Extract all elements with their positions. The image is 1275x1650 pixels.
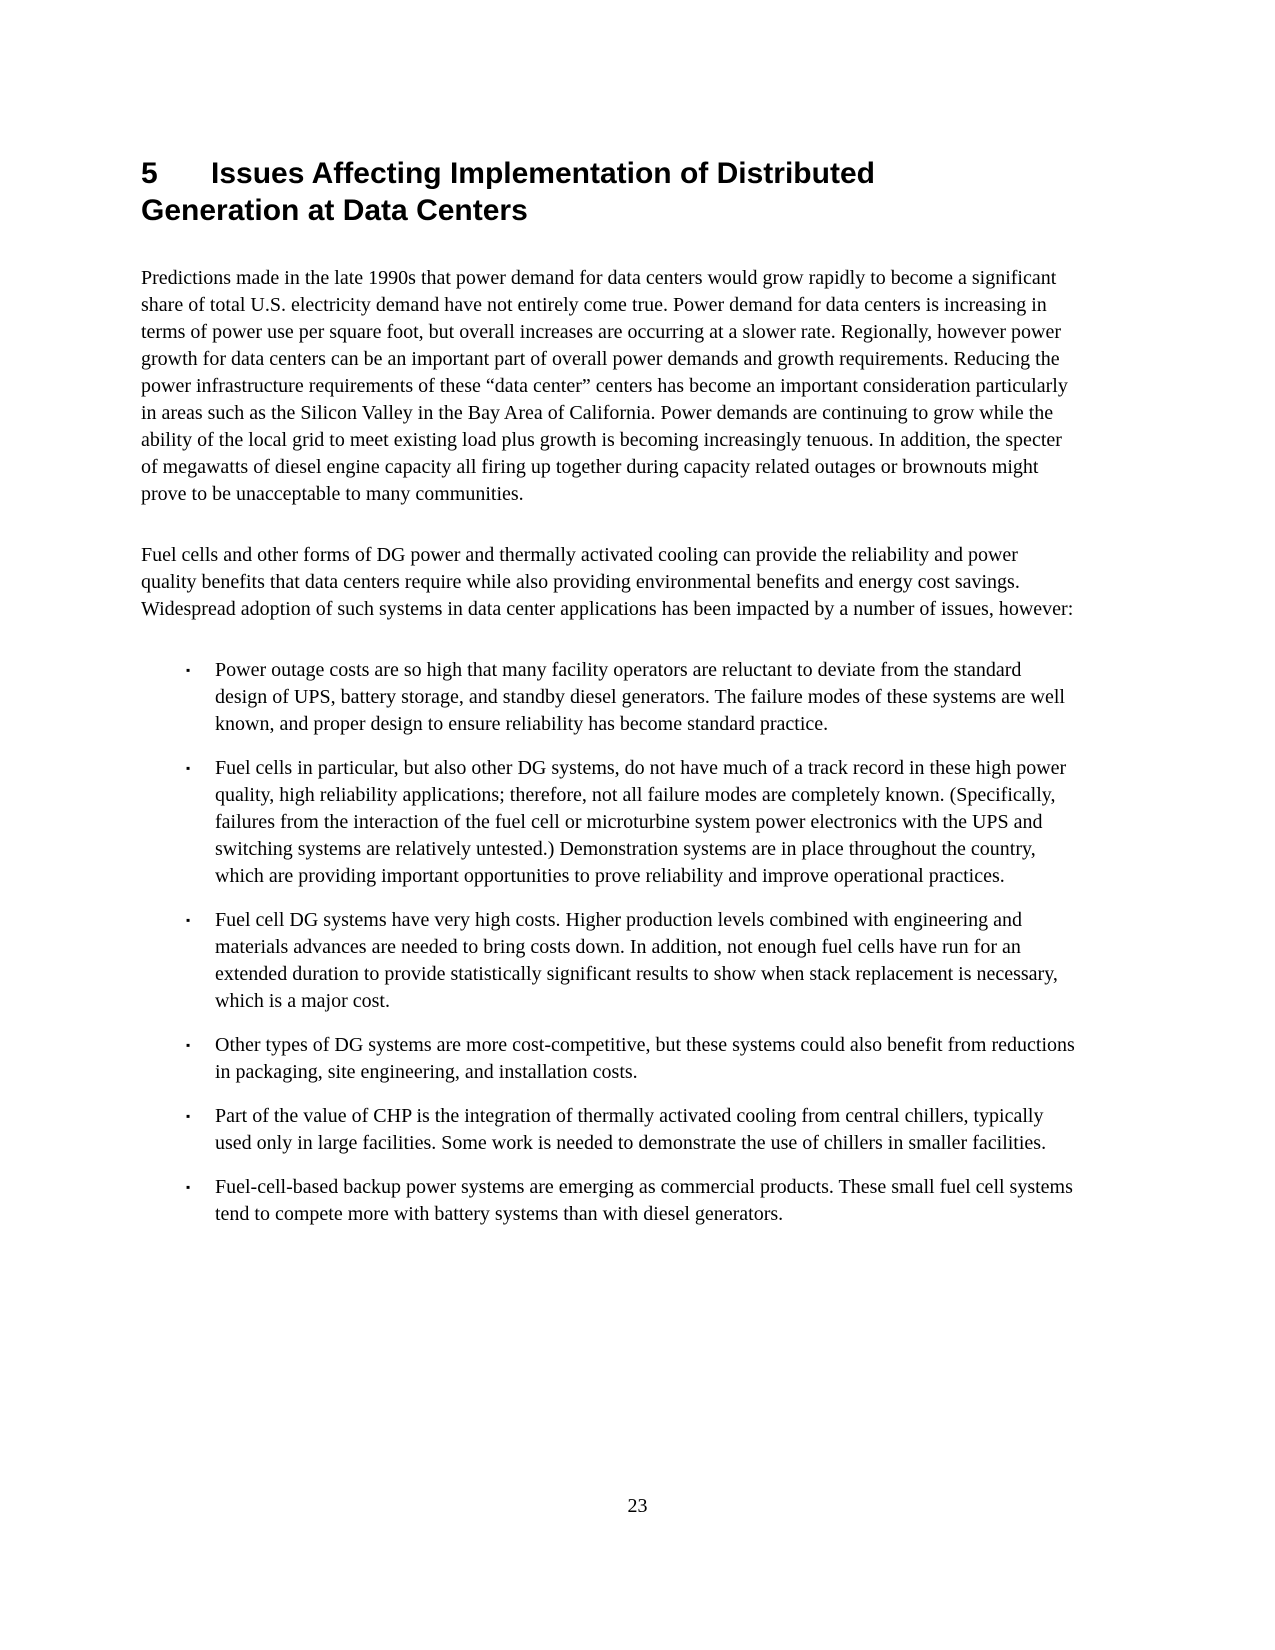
bullet-item: [186, 907, 1076, 1015]
bullet-marker-icon: ▪: [186, 663, 191, 678]
bullet-marker-icon: ▪: [186, 1038, 191, 1053]
page-number: 23: [627, 1495, 648, 1517]
paragraph-1: Predictions made in the late 1990s that power demand for data centers would grow rapidly to become a significant share of total U.S. electricity demand have not entirely come true. Power demand for data centers is increasing in terms of power use per square foot, but overall increases are occurring at a slower rate. Regionally, however power growth for data centers can be an important part of overall power demands and growth requirements. Reducing the power infrastructure requirements of these “data center” centers has become an important consideration particularly in areas such as the Silicon Valley in the Bay Area of California. Power demands are continuing to grow while the ability of the local grid to meet existing load plus growth is becoming increasingly tenuous. In addition, the specter of megawatts of diesel engine capacity all firing up together during capacity related outages or brownouts might prove to be unacceptable to many communities.: [141, 267, 1068, 506]
bullet-marker-icon: ▪: [186, 1180, 191, 1195]
bullet-text: Part of the value of CHP is the integration of thermally activated cooling from central chillers, typically used only in large facilities. Some work is needed to demonstrate the use of chillers in smaller facilities.: [215, 1105, 1047, 1155]
paragraph-2: Fuel cells and other forms of DG power and thermally activated cooling can provide the reliability and power quality benefits that data centers require while also providing environmental benefits and energy cost savings. Widespread adoption of such systems in data center applications has been impacted by a number of issues, however:: [141, 544, 1074, 621]
bullet-text: Fuel cells in particular, but also other DG systems, do not have much of a track record in these high power quality, high reliability applications; therefore, not all failure modes are completely known. (Specifically, failures from the interaction of the fuel cell or microturbine system power electronics with the UPS and switching systems are relatively untested.) Demonstration systems are in place throughout the country, which are providing important opportunities to prove reliability and improve operational practices.: [215, 757, 1067, 888]
bullet-marker-icon: ▪: [186, 761, 191, 776]
section-title: Issues Affecting Implementation of Distributed Generation at Data Centers: [141, 157, 875, 227]
bullet-item: [186, 1032, 1076, 1086]
bullet-marker-icon: ▪: [186, 1109, 191, 1124]
page-content: [141, 156, 1076, 1245]
section-number: 5: [141, 157, 158, 190]
section-heading: [141, 156, 1021, 229]
bullet-item: [186, 657, 1076, 738]
bullet-list: [141, 657, 1076, 1228]
bullet-item: [186, 755, 1076, 890]
bullet-text: Fuel-cell-based backup power systems are emerging as commercial products. These small fuel cell systems tend to compete more with battery systems than with diesel generators.: [215, 1176, 1073, 1226]
bullet-text: Other types of DG systems are more cost-competitive, but these systems could also benefit from reductions in packaging, site engineering, and installation costs.: [215, 1034, 1075, 1084]
bullet-marker-icon: ▪: [186, 913, 191, 928]
bullet-item: [186, 1103, 1076, 1157]
bullet-item: [186, 1174, 1076, 1228]
bullet-text: Fuel cell DG systems have very high costs. Higher production levels combined with engineering and materials advances are needed to bring costs down. In addition, not enough fuel cells have run for an extended duration to provide statistically significant results to show when stack replacement is necessary, which is a major cost.: [215, 909, 1058, 1013]
bullet-text: Power outage costs are so high that many facility operators are reluctant to deviate from the standard design of UPS, battery storage, and standby diesel generators. The failure modes of these systems are well known, and proper design to ensure reliability has become standard practice.: [215, 659, 1065, 736]
